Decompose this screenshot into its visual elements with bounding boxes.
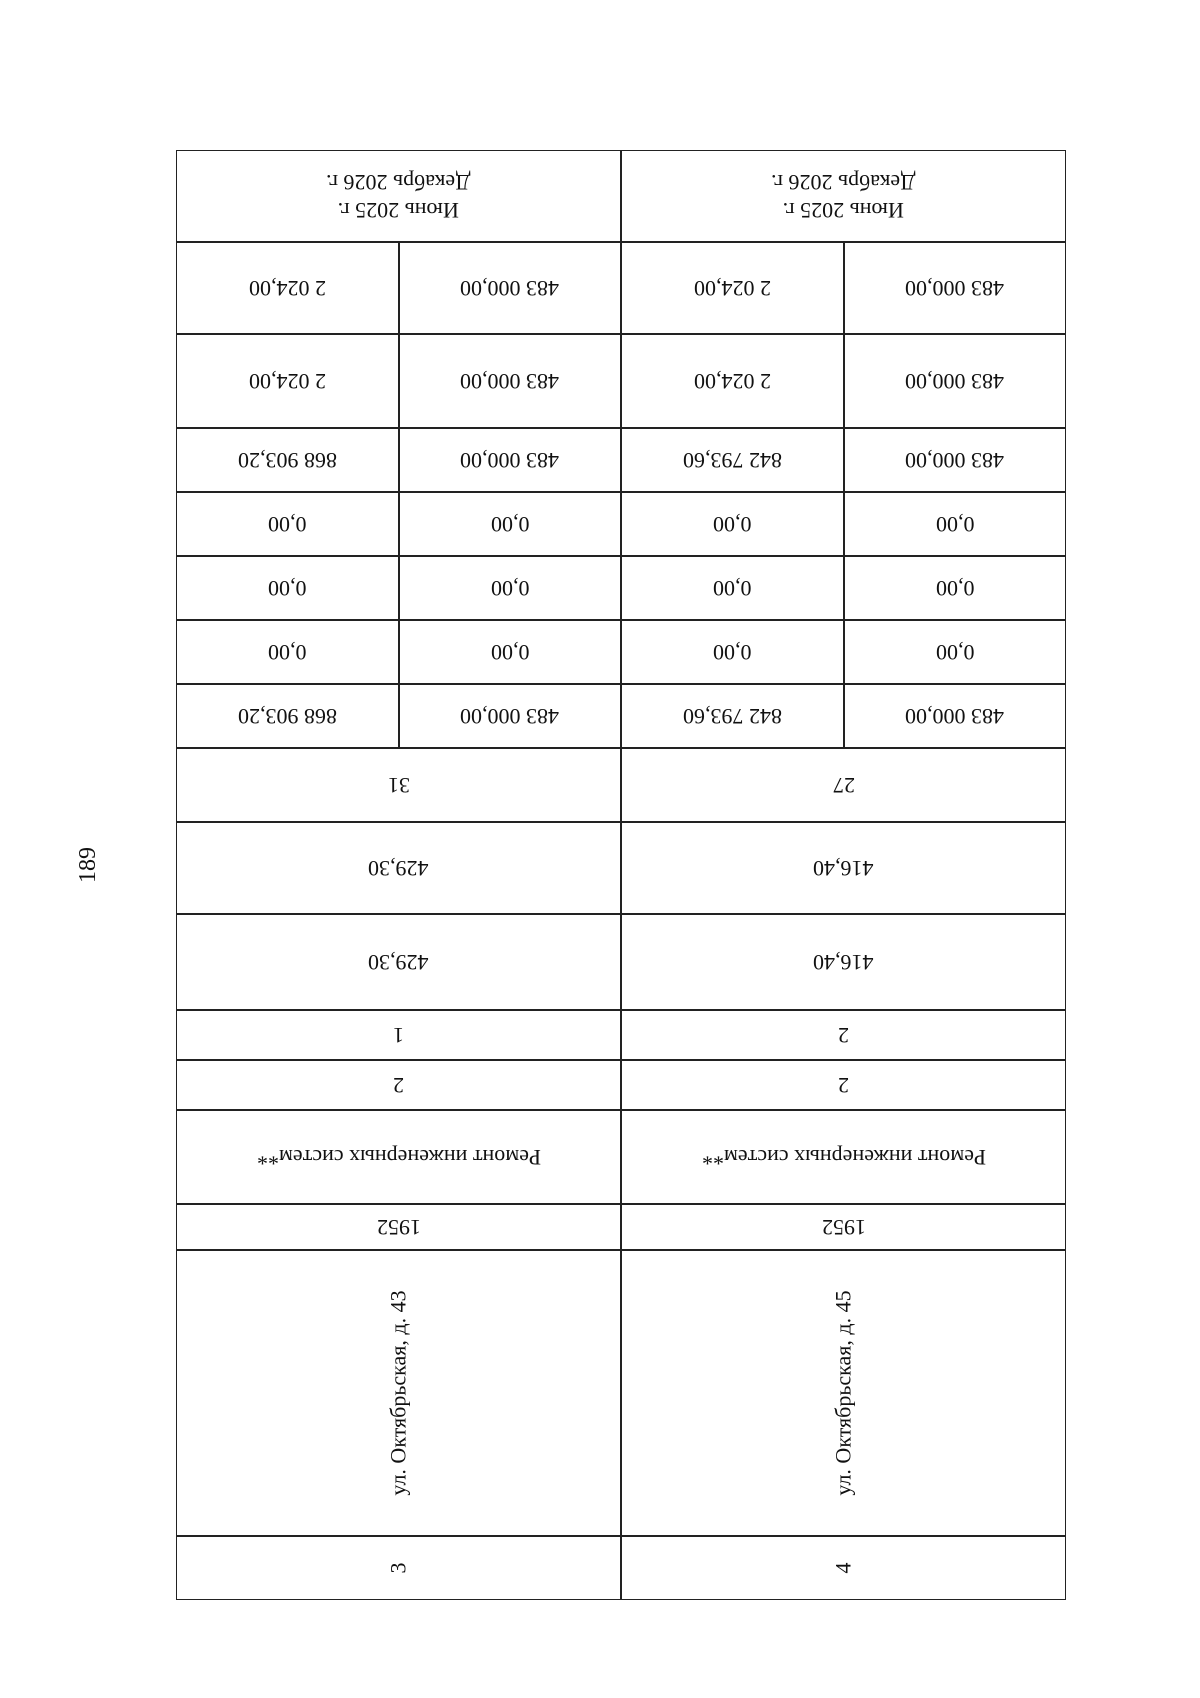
amount-cell [844, 492, 1067, 556]
amount-value: 842 793,60 [682, 704, 782, 729]
count-cell [621, 748, 1066, 822]
amount-cell [621, 492, 844, 556]
index-cell [621, 1536, 1066, 1600]
amount-value: 2 024,00 [693, 276, 771, 301]
amount-value: 0,00 [935, 640, 974, 665]
amount-value: 483 000,00 [460, 704, 560, 729]
period-end: Декабрь 2026 г. [326, 170, 471, 195]
amount-value: 483 000,00 [905, 276, 1005, 301]
amount-value: 483 000,00 [905, 448, 1005, 473]
area1-cell [621, 822, 1066, 914]
work-value: Ремонт инженерных систем** [256, 1145, 541, 1170]
amount-value: 2 024,00 [248, 276, 326, 301]
amount-cell [176, 334, 399, 428]
n1-cell [621, 1010, 1066, 1060]
count-cell [176, 748, 621, 822]
amount-value: 2 024,00 [248, 369, 326, 394]
amount-value: 0,00 [713, 640, 752, 665]
amount-value: 0,00 [490, 640, 529, 665]
area2-cell [621, 914, 1066, 1010]
amount-value: 842 793,60 [682, 448, 782, 473]
area1-value: 416,40 [813, 856, 874, 881]
amount-cell [399, 428, 622, 492]
amount-value: 0,00 [935, 576, 974, 601]
amount-cell [176, 242, 399, 334]
n2-cell [621, 1060, 1066, 1110]
amount-value: 0,00 [935, 512, 974, 537]
period-cell [176, 150, 621, 242]
amount-cell [844, 684, 1067, 748]
amount-cell [844, 428, 1067, 492]
amount-cell [399, 242, 622, 334]
amount-cell [844, 556, 1067, 620]
amount-cell [621, 242, 844, 334]
area1-cell [176, 822, 621, 914]
amount-cell [176, 556, 399, 620]
row-index: 3 [385, 1562, 411, 1574]
amount-value: 483 000,00 [460, 448, 560, 473]
amount-value: 483 000,00 [905, 369, 1005, 394]
n1-value: 2 [838, 1023, 849, 1048]
amount-cell [844, 242, 1067, 334]
amount-cell [621, 428, 844, 492]
work-cell [176, 1110, 621, 1204]
area2-value: 416,40 [813, 950, 874, 975]
amount-value: 0,00 [268, 576, 307, 601]
n1-cell [176, 1010, 621, 1060]
year-cell [176, 1204, 621, 1250]
count-value: 31 [387, 773, 410, 798]
n2-cell [176, 1060, 621, 1110]
period-start: Июнь 2025 г. [782, 198, 905, 223]
amount-cell [844, 334, 1067, 428]
period-text [326, 168, 470, 224]
row-index: 4 [830, 1562, 856, 1574]
address-cell [621, 1250, 1066, 1536]
amount-value: 0,00 [713, 512, 752, 537]
amount-cell [621, 684, 844, 748]
amount-value: 0,00 [713, 576, 752, 601]
area2-value: 429,30 [368, 950, 429, 975]
amount-value: 0,00 [490, 512, 529, 537]
period-text [771, 168, 915, 224]
amount-cell [399, 492, 622, 556]
address-value: ул. Октябрьская, д. 45 [830, 1290, 856, 1496]
work-value: Ремонт инженерных систем** [701, 1145, 986, 1170]
year-value: 1952 [821, 1215, 866, 1240]
amount-value: 483 000,00 [460, 276, 560, 301]
count-value: 27 [832, 773, 855, 798]
period-end: Декабрь 2026 г. [771, 170, 916, 195]
year-value: 1952 [376, 1215, 421, 1240]
period-start: Июнь 2025 г. [337, 198, 460, 223]
address-cell [176, 1250, 621, 1536]
amount-cell [176, 620, 399, 684]
amount-cell [621, 334, 844, 428]
amount-cell [176, 428, 399, 492]
page-number: 189 [75, 847, 101, 883]
amount-cell [621, 556, 844, 620]
amount-value: 0,00 [268, 512, 307, 537]
amount-cell [399, 684, 622, 748]
area1-value: 429,30 [368, 856, 429, 881]
n2-value: 2 [393, 1073, 404, 1098]
work-cell [621, 1110, 1066, 1204]
index-cell [176, 1536, 621, 1600]
amount-value: 483 000,00 [905, 704, 1005, 729]
amount-value: 0,00 [490, 576, 529, 601]
amount-cell [176, 684, 399, 748]
amount-value: 868 903,20 [237, 448, 337, 473]
amount-cell [621, 620, 844, 684]
amount-value: 0,00 [268, 640, 307, 665]
n1-value: 1 [393, 1023, 404, 1048]
amount-value: 2 024,00 [693, 369, 771, 394]
amount-value: 868 903,20 [237, 704, 337, 729]
year-cell [621, 1204, 1066, 1250]
amount-value: 483 000,00 [460, 369, 560, 394]
n2-value: 2 [838, 1073, 849, 1098]
amount-cell [844, 620, 1067, 684]
period-cell [621, 150, 1066, 242]
address-value: ул. Октябрьская, д. 43 [385, 1290, 411, 1496]
area2-cell [176, 914, 621, 1010]
amount-cell [176, 492, 399, 556]
amount-cell [399, 556, 622, 620]
amount-cell [399, 620, 622, 684]
amount-cell [399, 334, 622, 428]
